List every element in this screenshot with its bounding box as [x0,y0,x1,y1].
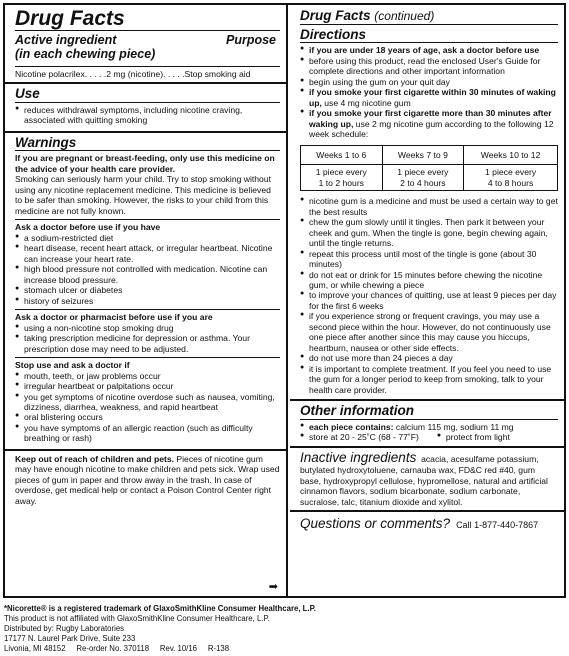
inactive-ingredients-text: acacia, acesulfame potassium, butylated hydroxytoluene, carnauba wax, FD&C red #40, gum base, hydroxypropyl cellulose, hypromellose, natural and artificial cinnamon flavors, sodium bicarbonate, sodium carbonate, sucralose, talc, titanium dioxide and xylitol. [300,453,548,507]
list-item: ● do not eat or drink for 15 minutes before chewing the nicotine gum, or while chewing a piece [300,270,558,291]
storage-temperature: ● store at 20 - 25˚C (68 - 77˚F) [300,432,419,442]
active-ingredient-line: Nicotine polacrilex. . . . .2 mg (nicotine). . . . .Stop smoking aid [15,68,251,79]
list-item: ● do not use more than 24 pieces a day [300,353,558,363]
keep-out-heading: Keep out of reach of children and pets. [15,453,175,464]
inactive-ingredients-heading: Inactive ingredients [300,449,417,465]
smoking-warning: Smoking can seriously harm your child. Try to stop smoking without using any nicotine replacement medicine. This medicine is believed to be safer than smoking. However, the risks to your child from this medicine are not fully known. [15,174,272,216]
warnings-section [5,133,286,451]
table-header: Weeks 1 to 6 [301,145,383,164]
list-item: ● irregular heartbeat or palpitations occur [15,381,280,391]
list-item: ● begin using the gum on your quit day [300,77,558,87]
list-item: ● if you experience strong or frequent cravings, you may use a second piece within the hour. However, do not continuously use one piece after another since this may cause you hiccups, heartburn, nausea or other side effects. [300,311,558,353]
list-item: ● before using this product, read the enclosed User's Guide for complete directions and other important information [300,56,558,77]
list-item: ● nicotine gum is a medicine and must be used a certain way to get the best results [300,196,558,217]
dosing-schedule-table [300,145,558,191]
continue-arrow-icon: ➡ [268,580,278,593]
inactive-ingredients-section [290,448,564,512]
list-item: ● a sodium-restricted diet [15,233,280,243]
use-section [5,84,286,132]
use-heading: Use [15,86,40,102]
list-item: ● you have symptoms of an allergic reaction (such as difficulty breathing or rash) [15,423,280,444]
questions-heading: Questions or comments? [300,516,451,532]
active-ingredient-section [5,5,286,84]
list-item: ● taking prescription medicine for depression or asthma. Your prescription dose may need to be adjusted. [15,333,280,354]
list-item: ● oral blistering occurs [15,412,280,422]
list-item: ● you get symptoms of nicotine overdose such as nausea, vomiting, dizziness, diarrhea, weakness, and rapid heartbeat [15,392,280,413]
list-item: ● if you are under 18 years of age, ask a doctor before use [300,45,558,55]
reorder-line: Livonia, MI 48152 Re-order No. 370118 Rev. 10/16 R-138 [4,643,230,653]
directions-section [290,5,564,401]
phone-number: Call 1-877-440-7867 [456,520,539,531]
other-information-section [290,401,564,447]
list-item: ● if you smoke your first cigarette within 30 minutes of waking up, use 4 mg nicotine gum [300,87,558,108]
table-cell: 1 piece every 2 to 4 hours [382,165,464,191]
list-item: ● it is important to complete treatment. If you feel you need to use the gum for a longer period to keep from smoking, talk to your health care provider. [300,364,558,395]
drug-facts-panel [3,3,566,598]
list-item: ● using a non-nicotine stop smoking drug [15,323,280,333]
pregnancy-warning: If you are pregnant or breast-feeding, only use this medicine on the advice of your health care provider. [15,153,275,174]
keep-out-section [5,451,286,509]
list-item: ● stomach ulcer or diabetes [15,285,280,295]
keep-out-text: Pieces of nicotine gum may have enough nicotine to make children and pets sick. Wrap used pieces of gum in paper and throw away in the trash. In case of overdose, get medical help or contact a Poison Control Center right away. [15,453,280,506]
right-column [290,5,564,596]
distributor: Distributed by: Rugby Laboratories [4,623,125,633]
table-cell: 1 piece every 4 to 8 hours [464,165,558,191]
list-item: ● mouth, teeth, or jaw problems occur [15,371,280,381]
directions-heading: Directions [300,26,367,42]
list-item: ● reduces withdrawal symptoms, including nicotine craving, associated with quitting smoking [15,105,280,126]
list-item: ● history of seizures [15,296,280,306]
questions-section [290,512,564,535]
table-header: Weeks 7 to 9 [382,145,464,164]
trademark-note: *Nicorette® is a registered trademark of GlaxoSmithKline Consumer Healthcare, L.P. [4,604,316,613]
affiliation-note: This product is not affiliated with GlaxoSmithKline Consumer Healthcare, L.P. [4,613,270,623]
other-information-heading: Other information [300,403,414,419]
purpose-heading: Purpose [225,33,276,48]
list-item: ● chew the gum slowly until it tingles. Then park it between your cheek and gum. When the tingle is gone, begin chewing again, until the tingle returns. [300,217,558,248]
continued-label: (continued) [374,9,435,23]
list-item: ● high blood pressure not controlled with medication. Nicotine can increase blood pressure. [15,264,280,285]
list-item: ● if you smoke your first cigarette more than 30 minutes after waking up, use 2 mg nicotine gum according to the following 12 week schedule: [300,108,558,139]
ask-doctor-heading: Ask a doctor before use if you have [15,222,161,233]
distributor-address: 17177 N. Laurel Park Drive, Suite 233 [4,633,136,643]
table-header: Weeks 10 to 12 [464,145,558,164]
active-ingredient-heading: Active ingredient [15,33,117,48]
protect-from-light: ● protect from light [437,432,510,442]
warnings-heading: Warnings [15,134,77,150]
active-ingredient-subheading: (in each chewing piece) [15,47,156,62]
left-column [5,5,288,596]
list-item: ● heart disease, recent heart attack, or irregular heartbeat. Nicotine can increase your heart rate. [15,243,280,264]
list-item: ● each piece contains: calcium 115 mg, sodium 11 mg [300,422,558,432]
stop-use-heading: Stop use and ask a doctor if [15,360,130,371]
list-item: ● to improve your chances of quitting, use at least 9 pieces per day for the first 6 weeks [300,290,558,311]
footer [4,604,316,653]
ask-pharmacist-heading: Ask a doctor or pharmacist before use if you are [15,312,213,323]
continued-title: Drug Facts [300,8,371,23]
table-cell: 1 piece every 1 to 2 hours [301,165,383,191]
list-item: ● repeat this process until most of the tingle is gone (about 30 minutes) [300,249,558,270]
page-title: Drug Facts [15,7,280,31]
